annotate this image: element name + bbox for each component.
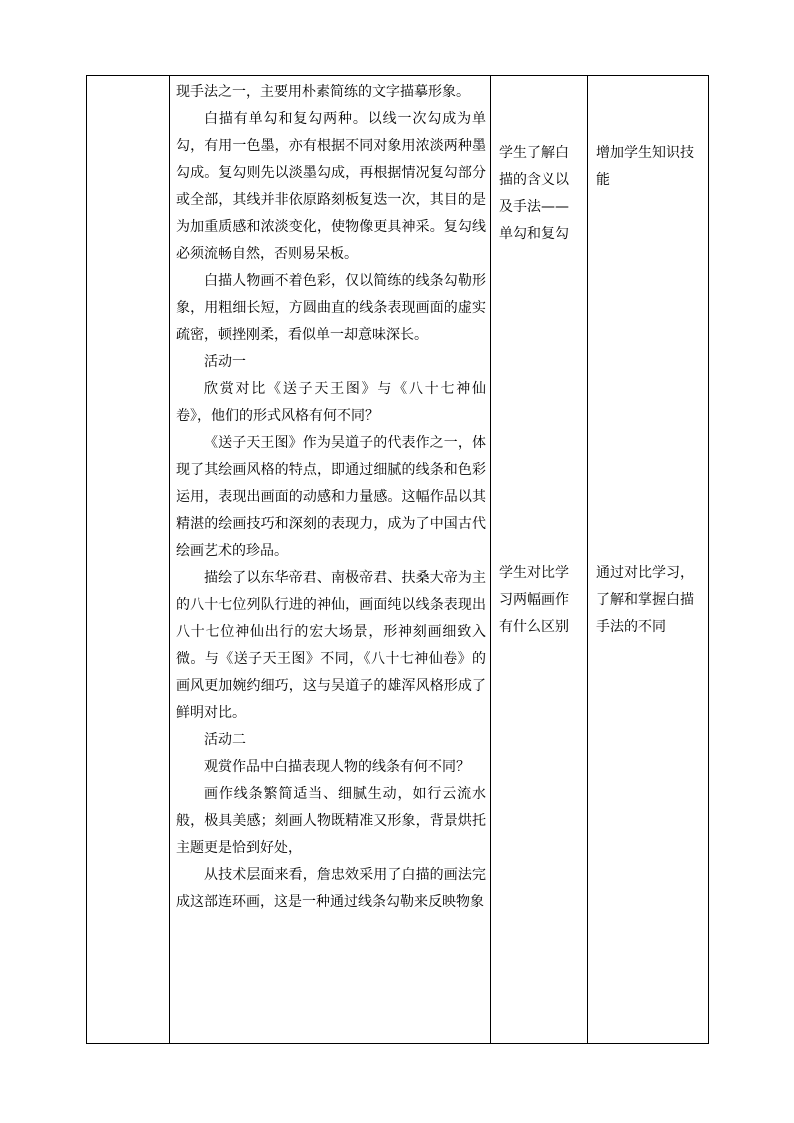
- design-intent-2: 通过对比学习，了解和掌握白描手法的不同: [596, 565, 694, 635]
- content-paragraph: 现手法之一，主要用朴素简练的文字描摹形象。: [176, 84, 470, 100]
- content-paragraph: 白描人物画不着色彩，仅以简练的线条勾勒形象，用粗细长短，方圆曲直的线条表现画面的虚实疏密，顿挫刚柔，看似单一却意味深长。: [176, 273, 486, 343]
- teaching-content: [170, 76, 490, 916]
- design-intent-1: 增加学生知识技能: [596, 145, 694, 188]
- content-paragraph: 《送子天王图》作为吴道子的代表作之一，体现了其绘画风格的特点，即通过细腻的线条和色彩运用，表现出画面的动感和力量感。这幅作品以其精湛的绘画技巧和深刻的表现力，成为了中国古代绘画艺术的珍品。: [176, 435, 486, 559]
- content-paragraph: 描绘了以东华帝君、南极帝君、扶桑大帝为主的八十七位列队行进的神仙，画面纯以线条表现出八十七位神仙出行的宏大场景，形神刻画细致入微。与《送子天王图》不同，《八十七神仙卷》的画风更加婉约细巧，这与吴道子的雄浑风格形成了鲜明对比。: [176, 570, 486, 721]
- student-activity-1: 学生了解白描的含义以及手法——单勾和复勾: [499, 145, 569, 242]
- lesson-plan-table: [86, 75, 709, 1044]
- student-activity-cell: [491, 76, 588, 1044]
- content-paragraph: 活动二: [204, 732, 246, 748]
- content-paragraph: 画作线条繁简适当、细腻生动，如行云流水般，极具美感；刻画人物既精准又形象，背景烘托主题更是恰到好处，: [176, 786, 486, 856]
- design-intent-cell: [588, 76, 709, 1044]
- content-paragraph: 观赏作品中白描表现人物的线条有何不同？: [204, 759, 470, 775]
- content-paragraph: 从技术层面来看，詹忠效采用了白描的画法完成这部连环画，这是一种通过线条勾勒来反映物象: [176, 867, 486, 910]
- teaching-content-cell: [170, 76, 491, 1044]
- content-paragraph: 欣赏对比《送子天王图》与《八十七神仙卷》，他们的形式风格有何不同？: [176, 381, 486, 424]
- content-paragraph: 白描有单勾和复勾两种。以线一次勾成为单勾，有用一色墨，亦有根据不同对象用浓淡两种墨勾成。复勾则先以淡墨勾成，再根据情况复勾部分或全部，其线并非依原路刻板复迭一次，其目的是为加重质感和浓淡变化，使物像更具神采。复勾线必须流畅自然，否则易呆板。: [176, 111, 486, 262]
- student-activity-2: 学生对比学习两幅画作有什么区别: [499, 565, 569, 635]
- content-paragraph: 活动一: [204, 354, 246, 370]
- empty-left-cell: [87, 76, 170, 1044]
- table-row: [87, 76, 709, 1044]
